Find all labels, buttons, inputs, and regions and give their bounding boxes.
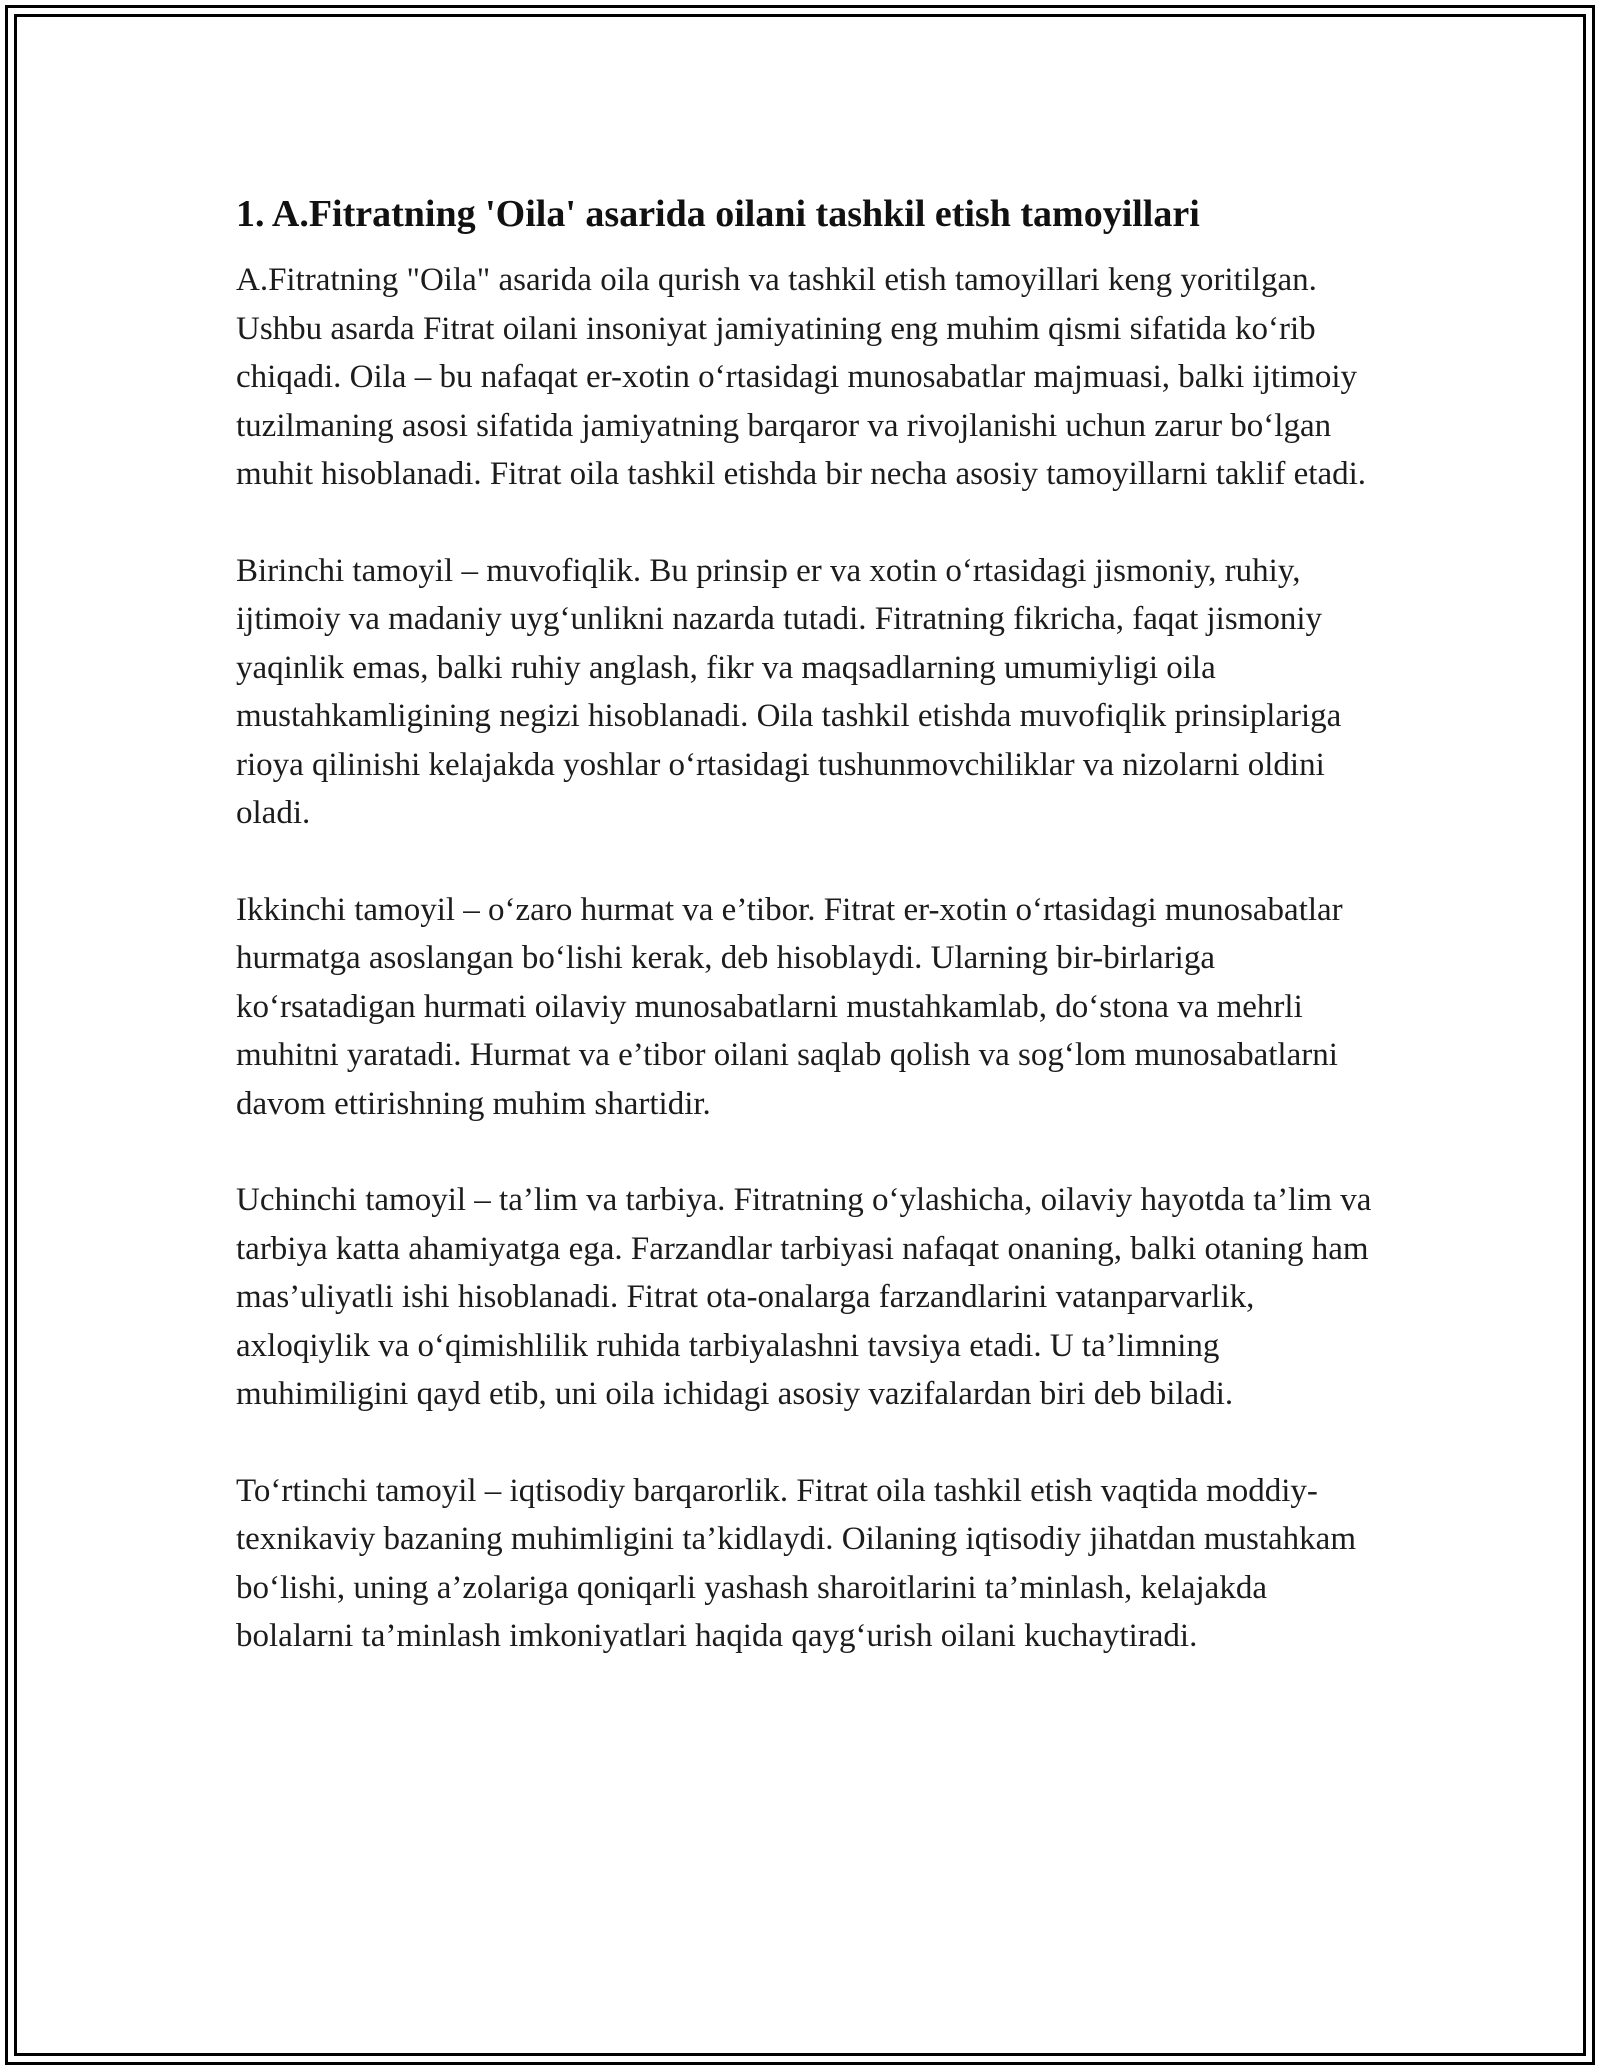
- section-title: 1. A.Fitratning 'Oila' asarida oilani tashkil etish tamoyillari: [236, 193, 1200, 235]
- document-body: [236, 188, 1386, 1661]
- paragraph-second-principle: Ikkinchi tamoyil – o‘zaro hurmat va e’tibor. Fitrat er-xotin o‘rtasidagi munosabatlar hurmatga asoslangan bo‘lishi kerak, deb hisoblaydi. Ularning bir-birlariga ko‘rsatadigan hurmati oilaviy munosabatlarni mustahkamlab, do‘stona va mehrli muhitni yaratadi. Hurmat va e’tibor oilani saqlab qolish va sog‘lom munosabatlarni davom ettirishning muhim shartidir.: [236, 891, 1343, 1122]
- paragraph-intro: A.Fitratning "Oila" asarida oila qurish va tashkil etish tamoyillari keng yoritilgan. Ushbu asarda Fitrat oilani insoniyat jamiyatining eng muhim qismi sifatida ko‘rib chiqadi. Oila – bu nafaqat er-xotin o‘rtasidagi munosabatlar majmuasi, balki ijtimoiy tuzilmaning asosi sifatida jamiyatning barqaror va rivojlanishi uchun zarur bo‘lgan muhit hisoblanadi. Fitrat oila tashkil etishda bir necha asosiy tamoyillarni taklif etadi.: [236, 262, 1367, 492]
- paragraph-third-principle: Uchinchi tamoyil – ta’lim va tarbiya. Fitratning o‘ylashicha, oilaviy hayotda ta’lim va tarbiya katta ahamiyatga ega. Farzandlar tarbiyasi nafaqat onaning, balki otaning ham mas’uliyatli ishi hisoblanadi. Fitrat ota-onalarga farzandlarini vatanparvarlik, axloqiylik va o‘qimishlilik ruhida tarbiyalashni tavsiya etadi. U ta’limning muhimiligini qayd etib, uni oila ichidagi asosiy vazifalardan biri deb biladi.: [236, 1182, 1372, 1412]
- paragraph-fourth-principle: To‘rtinchi tamoyil – iqtisodiy barqarorlik. Fitrat oila tashkil etish vaqtida moddiy-texnikaviy bazaning muhimligini ta’kidlaydi. Oilaning iqtisodiy jihatdan mustahkam bo‘lishi, uning a’zolariga qoniqarli yashash sharoitlarini ta’minlash, kelajakda bolalarni ta’minlash imkoniyatlari haqida qayg‘urish oilani kuchaytiradi.: [236, 1472, 1356, 1654]
- paragraph-first-principle: Birinchi tamoyil – muvofiqlik. Bu prinsip er va xotin o‘rtasidagi jismoniy, ruhiy, ijtimoiy va madaniy uyg‘unlikni nazarda tutadi. Fitratning fikricha, faqat jismoniy yaqinlik emas, balki ruhiy anglash, fikr va maqsadlarning umumiyligi oila mustahkamligining negizi hisoblanadi. Oila tashkil etishda muvofiqlik prinsiplariga rioya qilinishi kelajakda yoshlar o‘rtasidagi tushunmovchiliklar va nizolarni oldini oladi.: [236, 552, 1342, 831]
